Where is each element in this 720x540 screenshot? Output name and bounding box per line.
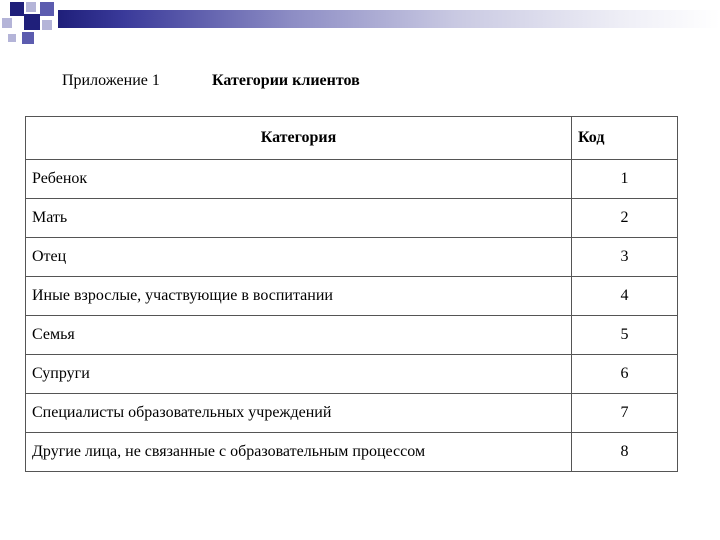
table-row [26,433,678,472]
category-code: 3 [572,238,678,277]
header-gradient-bar [58,10,720,28]
category-code: 6 [572,355,678,394]
category-code: 7 [572,394,678,433]
deco-square-1 [10,2,24,16]
column-header-code: Код [572,117,678,160]
category-name: Специалисты образовательных учреждений [26,394,572,433]
table-row [26,355,678,394]
table-row [26,394,678,433]
column-header-category: Категория [26,117,572,160]
page-title: Категории клиентов [212,72,360,89]
category-name: Мать [26,199,572,238]
table-header-row [26,117,678,160]
appendix-label: Приложение 1 [62,72,160,89]
category-name: Семья [26,316,572,355]
category-name: Другие лица, не связанные с образовательным процессом [26,433,572,472]
deco-square-2 [26,2,36,12]
category-code: 1 [572,160,678,199]
deco-square-5 [24,14,40,30]
table-row [26,160,678,199]
slide-decoration [0,0,720,50]
category-name: Ребенок [26,160,572,199]
deco-square-6 [42,20,52,30]
category-name: Отец [26,238,572,277]
category-name: Супруги [26,355,572,394]
deco-square-8 [8,34,16,42]
client-categories-table [25,116,678,472]
category-code: 5 [572,316,678,355]
category-code: 2 [572,199,678,238]
category-name: Иные взрослые, участвующие в воспитании [26,277,572,316]
category-code: 4 [572,277,678,316]
category-code: 8 [572,433,678,472]
table-row [26,238,678,277]
table-row [26,316,678,355]
deco-square-7 [22,32,34,44]
deco-square-4 [2,18,12,28]
table-row [26,277,678,316]
table-row [26,199,678,238]
deco-square-3 [40,2,54,16]
